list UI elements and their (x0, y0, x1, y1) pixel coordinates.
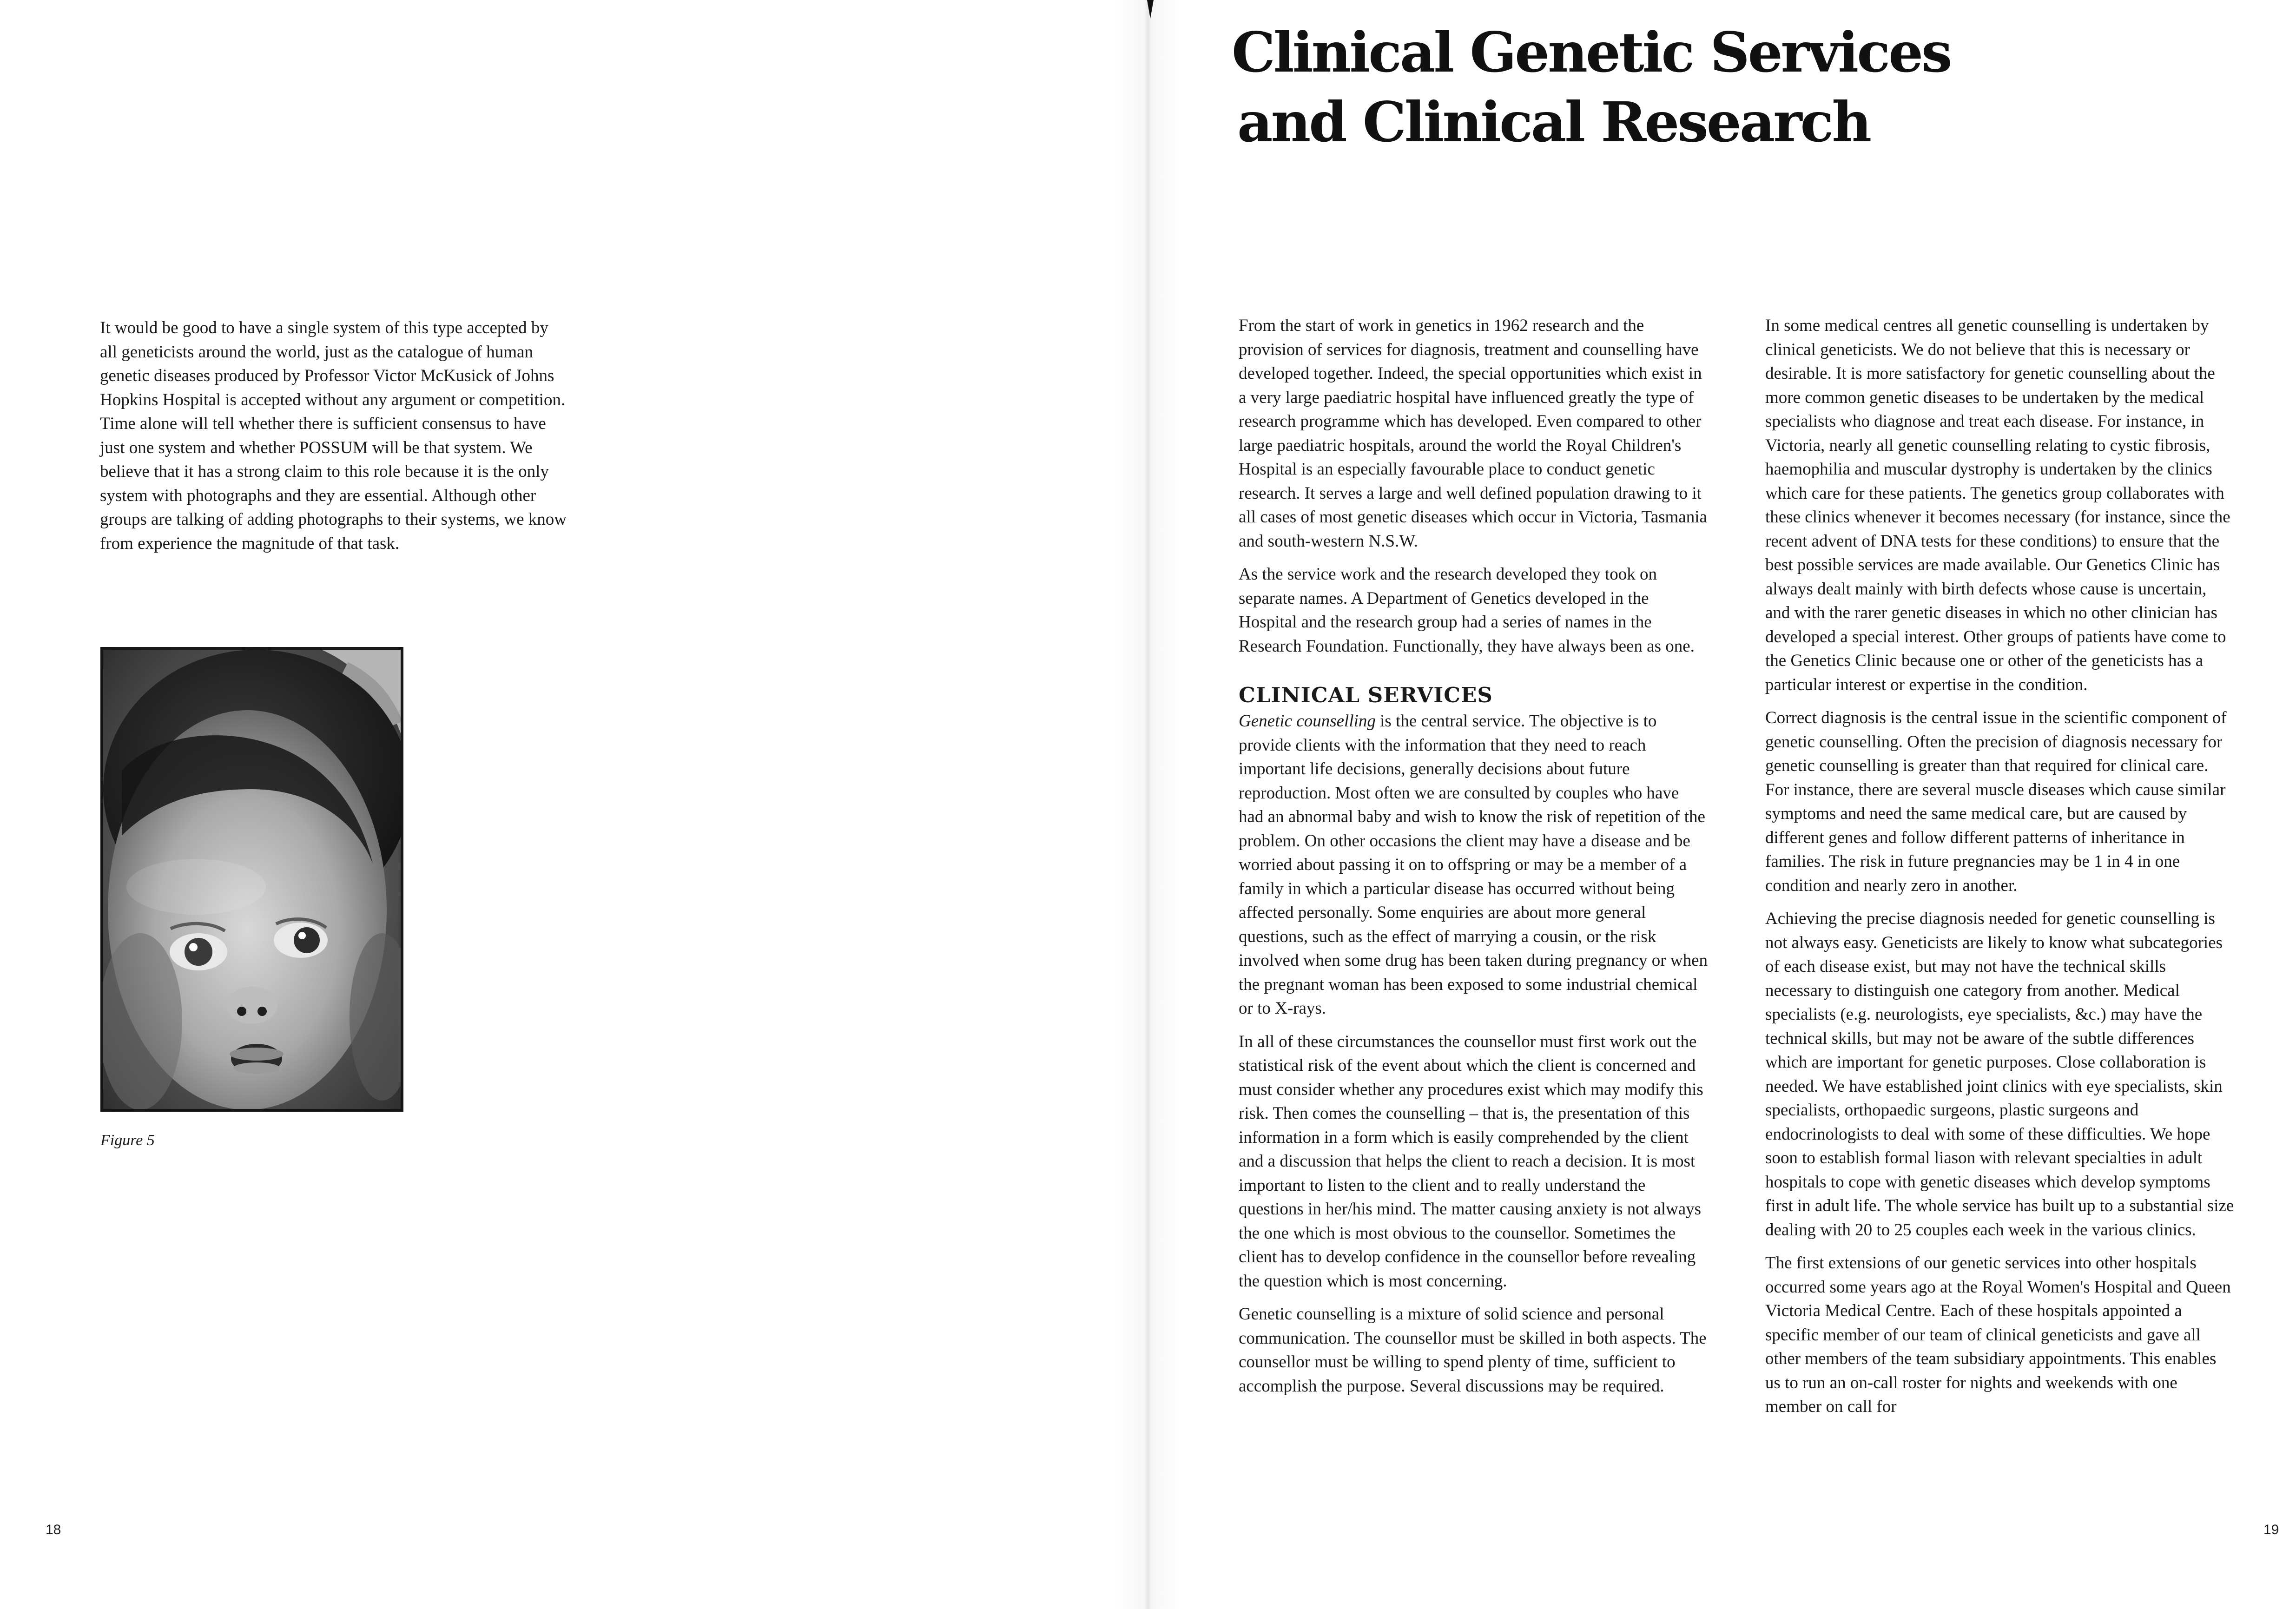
right-column-2 (1765, 314, 2235, 1419)
lead-term-genetic-counselling: Genetic counselling (1239, 712, 1376, 731)
col2-paragraph-3: Achieving the precise diagnosis needed for genetic counselling is not always easy. Geneticists are likely to know what subcategories of each disease exist, but may not have the technical skills necessary to distinguish one category from another. Medical specialists (e.g. neurologists, eye specialists, &c.) may have the technical skills, but may not be aware of the subtle differences which are important for genetic purposes. Close collaboration is needed. We have established joint clinics with eye specialists, skin specialists, orthopaedic surgeons, plastic surgeons and endocrinologists to deal with some of these difficulties. We hope soon to establish formal liason with relevant specialties in adult hospitals to cope with genetic diseases which develop symptoms first in adult life. The whole service has built up to a substantial size dealing with 20 to 25 couples each week in the various clinics. (1765, 909, 2234, 1240)
title-line-1: Clinical Genetic Services (1232, 20, 1951, 85)
col2-paragraph-2: Correct diagnosis is the central issue in the scientific component of genetic counselling. Often the precision of diagnosis necessary for genetic counselling is greater than that required for clinical care. For instance, there are several muscle diseases which cause similar symptoms and need the same medical care, but are caused by different genes and follow different patterns of inheritance in families. The risk in future pregnancies may be 1 in 4 in one condition and nearly zero in another. (1765, 708, 2227, 895)
right-column-1 (1239, 314, 1708, 1398)
page-number-right: 19 (2263, 1522, 2279, 1537)
title-line-2: and Clinical Research (1237, 90, 1870, 154)
figure-5-photo (100, 647, 403, 1112)
col2-paragraph-1: In some medical centres all genetic counselling is undertaken by clinical geneticists. We do not believe that this is necessary or desirable. It is more satisfactory for genetic counselling about the more common genetic diseases to be undertaken by the medical specialists who diagnose and treat each disease. For instance, in Victoria, nearly all genetic counselling relating to cystic fibrosis, haemophilia and muscular dystrophy is undertaken by the clinics which care for these patients. The genetics group collaborates with these clinics whenever it becomes necessary (for instance, since the recent advent of DNA tests for these conditions) to ensure that the best possible services are made available. Our Genetics Clinic has always dealt mainly with birth defects whose cause is uncertain, and with the rarer genetic diseases in which no other clinician has developed a special interest. Other groups of patients have come to the Genetics Clinic because one or other of the geneticists has a particular interest or expertise in the condition. (1765, 316, 2230, 694)
col2-paragraph-4: The first extensions of our genetic services into other hospitals occurred some years ago at the Royal Women's Hospital and Queen Victoria Medical Centre. Each of these hospitals appointed a specific member of our team of clinical geneticists and gave all other members of the team subsidiary appointments. This enables us to run an on-call roster for nights and weekends with one member on call for (1765, 1253, 2231, 1416)
col1-paragraph-1: From the start of work in genetics in 1962 research and the provision of services for diagnosis, treatment and counselling have developed together. Indeed, the special opportunities which exist in a very large paediatric hospital have influenced greatly the type of research programme which has developed. Even compared to other large paediatric hospitals, around the world the Royal Children's Hospital is an especially favourable place to conduct genetic research. It serves a large and well defined population drawing to it all cases of most genetic diseases which occur in Victoria, Tasmania and south-western N.S.W. (1239, 316, 1707, 551)
col1-paragraph-3 (1239, 709, 1708, 1021)
col1-paragraph-4: In all of these circumstances the counsellor must first work out the statistical risk of the event about which the client is concerned and must consider whether any procedures exist which may modify this risk. Then comes the counselling – that is, the presentation of this information in a form which is easily comprehended by the client and a discussion that helps the client to reach a decision. It is most important to listen to the client and to really understand the questions in her/his mind. The matter causing anxiety is not always the one which is most obvious to the counsellor. Sometimes the client has to develop confidence in the counsellor before revealing the question which is most concerning. (1239, 1032, 1703, 1291)
col1-paragraph-3-text: is the central service. The objective is to provide clients with the information that they need to reach important life decisions, generally decisions about future reproduction. Most often we are consulted by couples who have had an abnormal baby and wish to know the risk of repetition of the problem. On other occasions the client may have a disease and be worried about passing it on to offspring or may be a member of a family in which a particular disease has occurred without being affected personally. Some enquiries are about more general questions, such as the effect of marrying a cousin, or the risk involved when some drug has been taken during pregnancy or when the pregnant woman has been exposed to some industrial chemical or to X-rays. (1239, 712, 1708, 1018)
col1-paragraph-5: Genetic counselling is a mixture of solid science and personal communication. The counsellor must be skilled in both aspects. The counsellor must be willing to spend plenty of time, sufficient to accomplish the purpose. Several discussions may be required. (1239, 1305, 1707, 1396)
left-page-paragraph: It would be good to have a single system of this type accepted by all geneticists around the world, just as the catalogue of human genetic diseases produced by Professor Victor McKusick of Johns Hopkins Hospital is accepted without any argument or competition. Time alone will tell whether there is sufficient consensus to have just one system and whether POSSUM will be that system. We believe that it has a strong claim to this role because it is the only system with photographs and they are essential. Although other groups are talking of adding photographs to their systems, we know from experience the magnitude of that task. (100, 318, 567, 553)
page-title (1232, 18, 1951, 157)
page-number-left: 18 (46, 1522, 61, 1537)
baby-face-photo (103, 650, 401, 1109)
section-heading-clinical-services: CLINICAL SERVICES (1239, 683, 1493, 707)
left-page-body (100, 316, 569, 555)
col1-paragraph-2: As the service work and the research developed they took on separate names. A Department of Genetics developed in the Hospital and the research group had a series of names in the Research Foundation. Functionally, they have always been as one. (1239, 565, 1695, 656)
figure-caption: Figure 5 (100, 1132, 155, 1149)
